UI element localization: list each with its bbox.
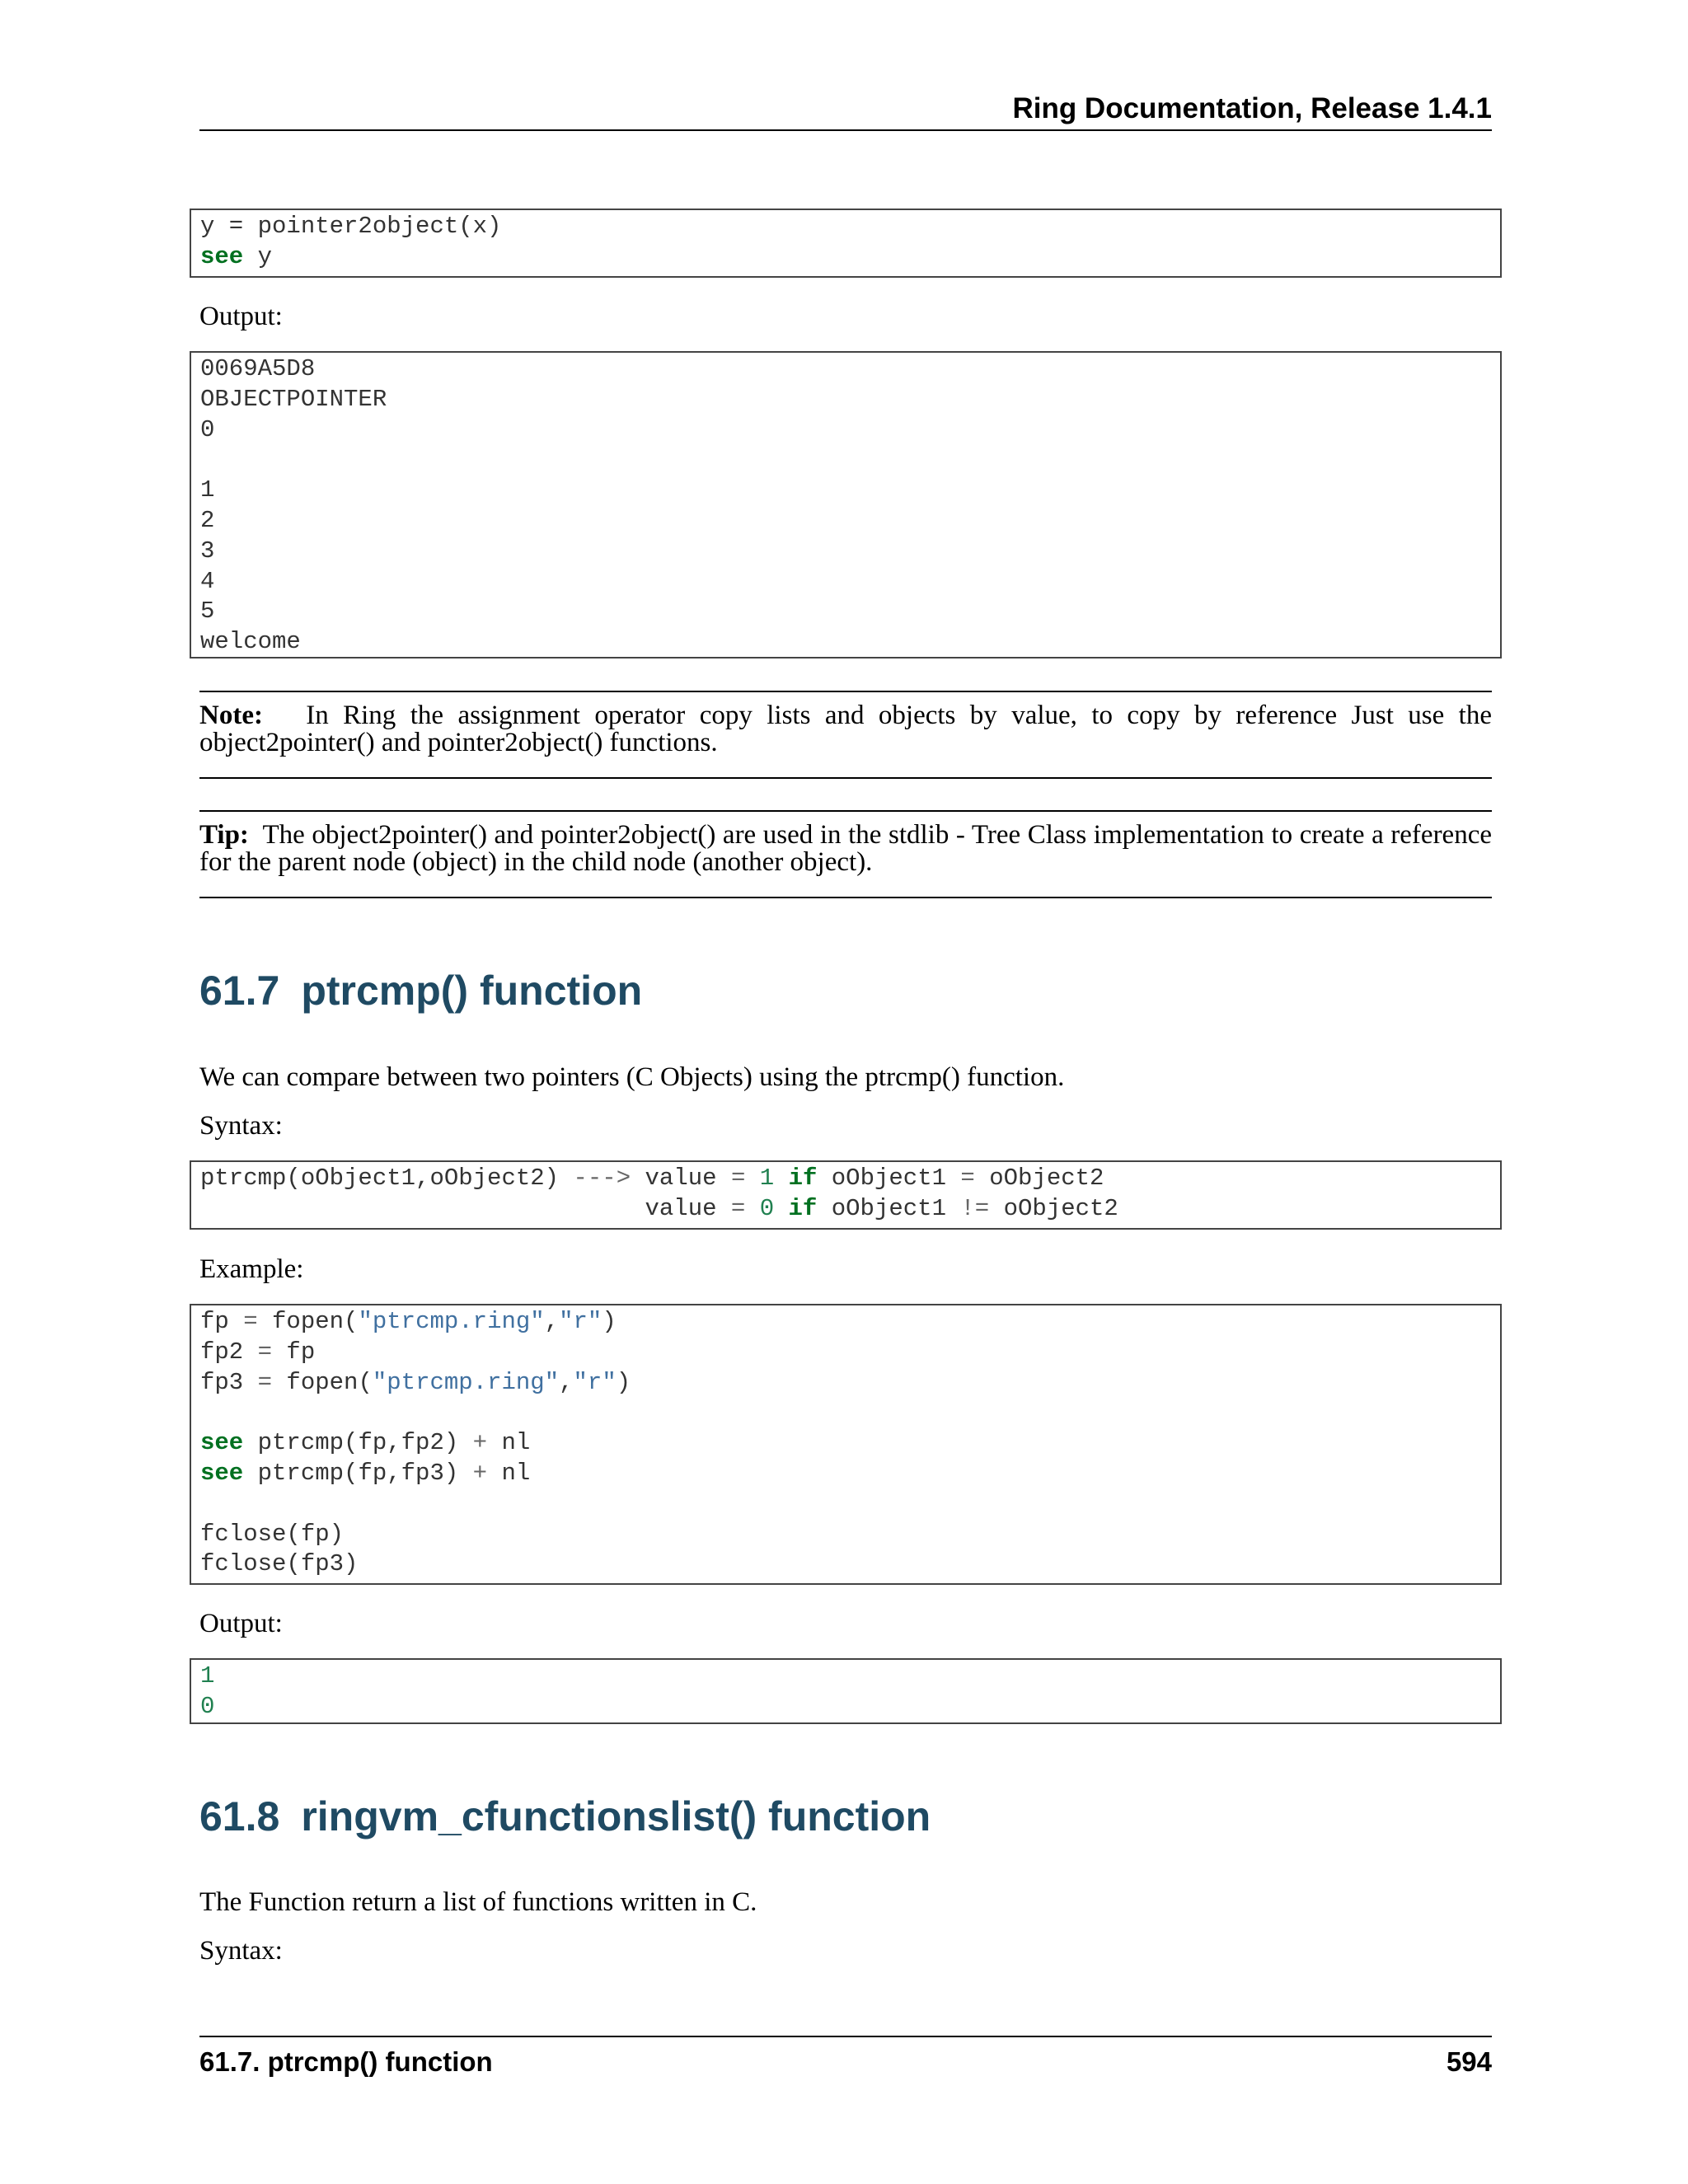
footer-page-number: 594 (1446, 2046, 1492, 2077)
section-intro: We can compare between two pointers (C Objects) using the ptrcmp() function. (199, 1062, 1065, 1092)
code-line (200, 1307, 1492, 1338)
header-rule (199, 129, 1492, 131)
section-title: ptrcmp() function (301, 968, 643, 1014)
string: "r" (573, 1368, 617, 1396)
output-line: OBJECTPOINTER (200, 385, 387, 413)
code-line (200, 1368, 1492, 1399)
note-text: In Ring the assignment operator copy lists and objects by value, to copy by reference Just use the object2pointer() and pointer2object() functions. (199, 701, 1492, 757)
code-text: fp2 (200, 1338, 258, 1366)
footer-rule (199, 2036, 1492, 2037)
output-line: 5 (200, 598, 215, 626)
keyword: if (788, 1165, 818, 1192)
output-label: Output: (199, 1609, 283, 1638)
section-title: ringvm_cfunctionslist() function (301, 1793, 931, 1840)
output-line: 4 (200, 567, 215, 595)
operator: + (472, 1429, 488, 1457)
code-text: ) (602, 1308, 617, 1335)
code-text: fopen( (257, 1308, 359, 1335)
string: "r" (559, 1308, 603, 1335)
code-block-ptrcmp-example (190, 1304, 1502, 1585)
code-text: ptrcmp(oObject1,oObject2) (200, 1165, 574, 1192)
syntax-label: Syntax: (199, 1111, 283, 1141)
code-text: value (200, 1194, 731, 1222)
code-line (200, 1164, 1492, 1194)
output-line: 0 (200, 1692, 215, 1720)
example-label: Example: (199, 1254, 304, 1284)
operator: + (472, 1459, 488, 1487)
tip-text: The object2pointer() and pointer2object() are used in the stdlib - Tree Class implementation to create a reference for the parent node (object) in the child node (another object). (199, 820, 1492, 877)
code-text: oObject1 (817, 1165, 961, 1192)
output-line: 0 (200, 415, 215, 443)
code-text: fp3 (200, 1368, 258, 1396)
section-heading-61-8 (199, 1793, 931, 1840)
section-number: 61.7 (199, 968, 280, 1014)
syntax-label: Syntax: (199, 1936, 283, 1966)
tip-bottom-rule (199, 897, 1492, 898)
section-heading-61-7 (199, 967, 642, 1015)
string: "ptrcmp.ring" (372, 1368, 560, 1396)
code-line (200, 1428, 1492, 1459)
code-text: , (544, 1308, 560, 1335)
string: "ptrcmp.ring" (358, 1308, 545, 1335)
code-text: y (243, 242, 273, 270)
code-line (200, 1459, 1492, 1489)
keyword: see (200, 1429, 244, 1457)
code-line-blank (200, 1489, 1492, 1520)
code-block-pointer2object (190, 209, 1502, 278)
output-line: welcome (200, 628, 301, 656)
output-block-1 (190, 351, 1502, 658)
output-block-ptrcmp (190, 1658, 1502, 1724)
code-text: fopen( (272, 1368, 373, 1396)
note-label: Note: (199, 701, 263, 730)
code-text: , (559, 1368, 574, 1396)
code-line: fclose(fp) (200, 1520, 345, 1548)
note-admonition (199, 702, 1492, 757)
code-text: ptrcmp(fp,fp3) (243, 1459, 473, 1487)
output-line: 1 (200, 476, 215, 504)
code-text: nl (487, 1429, 531, 1457)
tip-label: Tip: (199, 820, 249, 850)
code-line (200, 1338, 1492, 1368)
section-intro: The Function return a list of functions written in C. (199, 1887, 757, 1917)
operator: = (730, 1194, 746, 1222)
code-line: y = pointer2object(x) (200, 213, 502, 240)
code-text: ) (616, 1368, 631, 1396)
output-line (200, 445, 1492, 476)
output-line: 0069A5D8 (200, 355, 316, 382)
code-text: fp (272, 1338, 316, 1366)
footer-section-title: 61.7. ptrcmp() function (199, 2046, 493, 2077)
code-text: fp (200, 1308, 244, 1335)
section-number: 61.8 (199, 1793, 280, 1840)
code-text: oObject1 (817, 1194, 961, 1222)
code-text: oObject2 (974, 1165, 1104, 1192)
operator: != (960, 1194, 990, 1222)
number: 0 (745, 1194, 789, 1222)
output-line: 2 (200, 506, 215, 534)
note-top-rule (199, 691, 1492, 692)
operator: ---> (573, 1165, 631, 1192)
operator: = (960, 1165, 975, 1192)
code-text: value (631, 1165, 731, 1192)
tip-top-rule (199, 810, 1492, 812)
code-block-ptrcmp-syntax (190, 1160, 1502, 1230)
page-header-title: Ring Documentation, Release 1.4.1 (1012, 92, 1492, 124)
note-bottom-rule (199, 777, 1492, 779)
code-line (200, 242, 1492, 273)
code-line (200, 1194, 1492, 1225)
output-label: Output: (199, 302, 283, 331)
tip-admonition (199, 822, 1492, 876)
keyword: see (200, 242, 244, 270)
output-line: 3 (200, 537, 215, 565)
keyword: if (788, 1194, 818, 1222)
keyword: see (200, 1459, 244, 1487)
number: 1 (745, 1165, 789, 1192)
operator: = (257, 1338, 273, 1366)
code-text: oObject2 (989, 1194, 1118, 1222)
code-text: nl (487, 1459, 531, 1487)
operator: = (730, 1165, 746, 1192)
code-text: ptrcmp(fp,fp2) (243, 1429, 473, 1457)
operator: = (243, 1308, 258, 1335)
code-line: fclose(fp3) (200, 1550, 359, 1578)
operator: = (257, 1368, 273, 1396)
output-line: 1 (200, 1662, 215, 1690)
code-line-blank (200, 1398, 1492, 1428)
